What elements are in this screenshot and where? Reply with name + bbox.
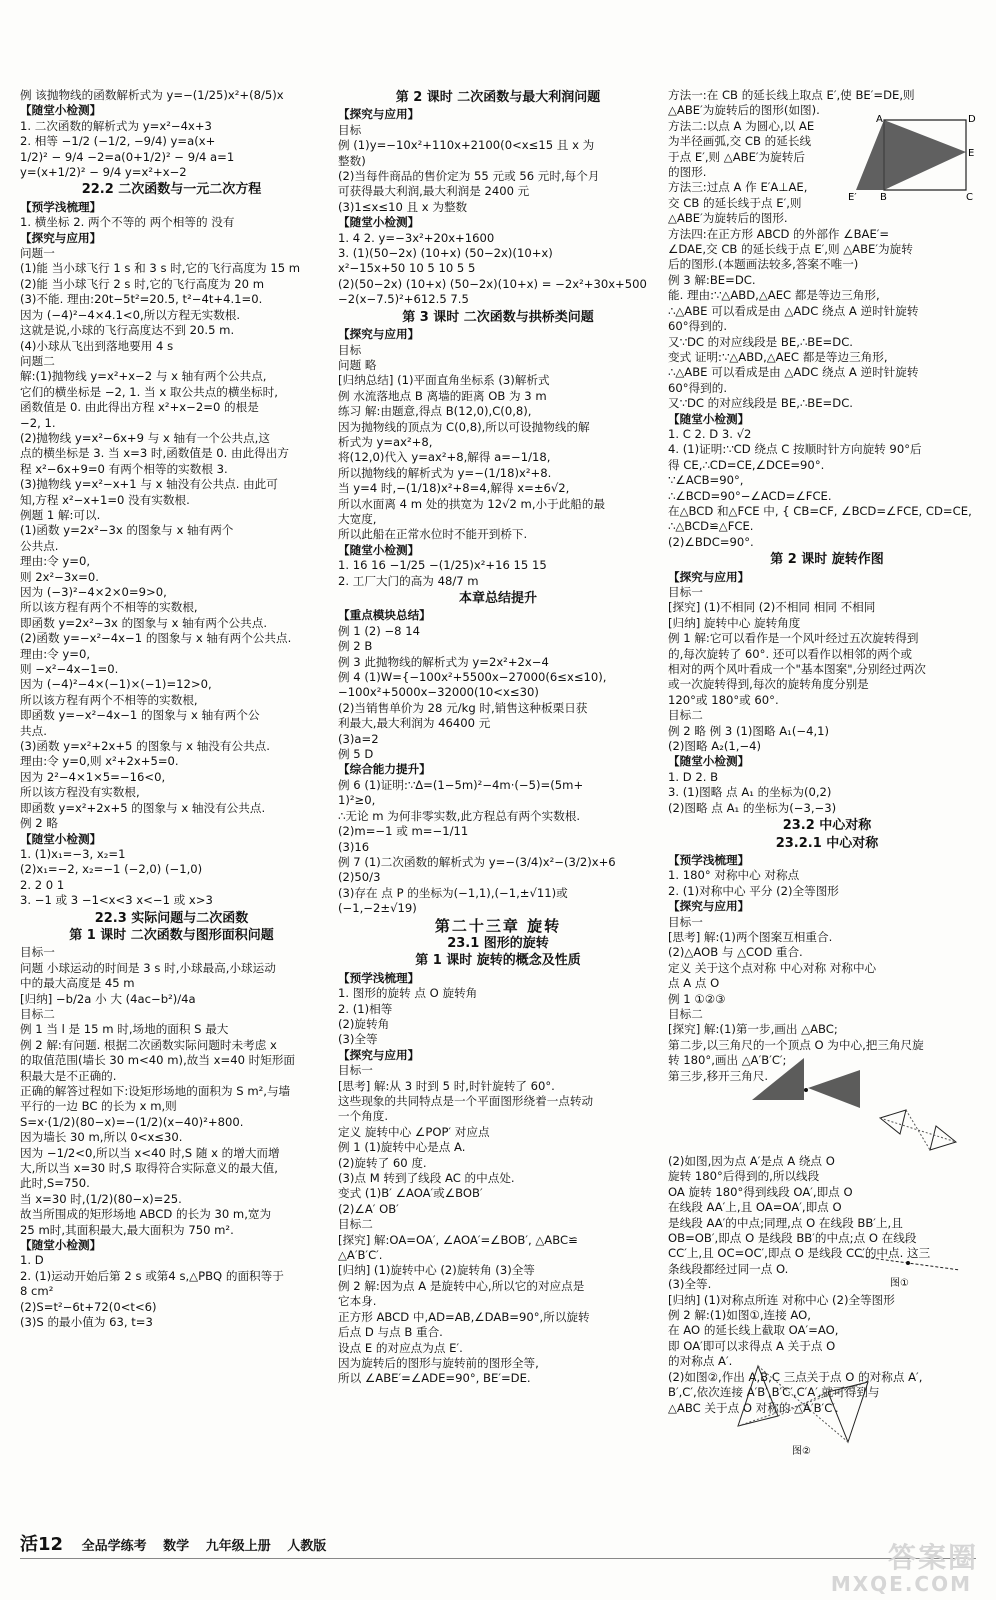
watermark-url: MXQE.COM <box>830 1572 972 1596</box>
text-line: 目标一 <box>668 585 703 599</box>
text-line: 相对的两个风叶看成一个"基本图案",分别经过两次 <box>668 662 926 677</box>
text-line: x²−15x+50 10 5 10 5 5 <box>338 261 476 276</box>
text-line: 理由:令 y=0, <box>20 646 91 661</box>
text-line: [归纳] (1)旋转中心 (2)旋转角 (3)全等 <box>338 1263 535 1278</box>
text-line: 问题二 <box>20 353 55 368</box>
text-line: 例 5 D <box>338 747 374 762</box>
text-line: 所以该方程没有实数根, <box>20 785 140 800</box>
text-line: 目标 <box>338 342 362 357</box>
text-line: (2)能 当小球飞行 2 s 时,它的飞行高度为 20 m <box>20 276 264 291</box>
subsection-label: 【探究与应用】 <box>668 569 750 584</box>
text-line: (2)图略 A₂(1,−4) <box>668 739 762 754</box>
text-line: 大,所以当 x=30 时,S 取得符合实际意义的最大值, <box>20 1161 278 1176</box>
subsection-label: 【探究与应用】 <box>338 1047 420 1062</box>
text-line: 后的图形.(本题画法较多,答案不唯一) <box>668 257 859 272</box>
text-line: 当 y=4 时,−(1/18)x²+8=4,解得 x=±6√2, <box>338 481 570 496</box>
text-line: (3)全等 <box>338 1032 378 1047</box>
text-line: ∴△ABE 可以看成是由 △ADC 绕点 A 逆时针旋转 <box>668 303 919 318</box>
text-line: 方法三:过点 A 作 E′A⊥AE, <box>668 180 808 195</box>
page-footer <box>20 1530 338 1556</box>
text-line: 大宽度, <box>338 511 377 526</box>
text-line: ∵∠ACB=90°, <box>668 473 744 488</box>
text-line: (2)图略 点 A₁ 的坐标为(−3,−3) <box>668 800 837 815</box>
text-line: 的图形. <box>668 165 707 180</box>
central-symmetry-small-figure <box>870 1098 966 1158</box>
text-line: 60°得到的. <box>668 319 728 334</box>
text-line: 析式为 y=ax²+8, <box>338 434 433 449</box>
label-e-prime: E′ <box>848 192 857 203</box>
text-line: △ABE′为旋转后的图形. <box>668 211 788 226</box>
subsection-label: 【随堂小检测】 <box>668 411 750 426</box>
text-line: 这些现象的共同特点是一个平面图形绕着一点转动 <box>338 1094 594 1108</box>
chapter-heading: 第二十三章 旋转 <box>434 916 562 935</box>
section-heading: 第 1 课时 旋转的概念及性质 <box>415 953 581 969</box>
text-line: 目标二 <box>338 1217 373 1232</box>
text-line: 定义 旋转中心 ∠POP′ 对应点 <box>338 1124 490 1139</box>
page-number: 活12 <box>20 1534 64 1555</box>
text-line: 后点 D 与点 B 重合. <box>338 1325 443 1340</box>
text-line: 例 3 解:BE=DC. <box>668 272 756 287</box>
text-line: 又∵DC 的对应线段是 BE,∴BE=DC. <box>668 334 853 349</box>
text-line: (3)全等. <box>668 1277 712 1292</box>
text-line: 整数) <box>338 153 366 168</box>
text-line: [探究] 解:(1)第一步,画出 △ABC; <box>668 1022 838 1037</box>
text-line: (2)如图②,作出 A,B,C 三点关于点 O 的对称点 A′, <box>668 1369 923 1384</box>
text-line: 所以抛物线的解析式为 y=−(1/18)x²+8. <box>338 465 552 480</box>
text-line: ∴△BCD≌△FCE. <box>668 519 754 534</box>
text-line: 3. (1)(50−2x) (10+x) (50−2x)(10+x) <box>338 246 553 261</box>
text-line: 旋转 180°后得到的,所以线段 <box>668 1169 820 1184</box>
text-line: 2. 相等 −1/2 (−1/2, −9/4) y=a(x+ <box>20 134 216 149</box>
column-right <box>668 88 986 1416</box>
text-line: 则 2x²−3x=0. <box>20 569 99 584</box>
text-line: 例 2 略 例 3 (1)图略 A₁(−4,1) <box>668 723 830 738</box>
text-line: 3. (1)图略 点 A₁ 的坐标为(0,2) <box>668 785 832 800</box>
text-line: [探究] 解:OA=OA′, ∠AOA′=∠BOB′, △ABC≌ <box>338 1232 578 1247</box>
text-line: (2)m=−1 或 m=−1/11 <box>338 824 469 839</box>
text-line: [思考] 解:(1)两个图案互相重合. <box>668 929 833 944</box>
text-line: 因为 2²−4×1×5=−16<0, <box>20 769 166 784</box>
text-line: 例 2 B <box>338 639 373 654</box>
subsection-label: 【随堂小检测】 <box>668 754 750 769</box>
section-heading: 23.2 中心对称 <box>782 818 872 834</box>
text-line: ∠DAE,交 CB 的延长线于点 E′,则 △ABE′为旋转 <box>668 242 913 257</box>
subsection-label: 【探究与应用】 <box>338 327 420 342</box>
text-line: 又∵DC 的对应线段是 BE,∴BE=DC. <box>668 396 853 411</box>
text-line: 例 2 解:(1)如图①,连接 AO, <box>668 1308 811 1323</box>
text-line: 1/2)² − 9/4 −2=a(0+1/2)² − 9/4 a=1 <box>20 149 235 164</box>
text-line: 即函数 y=x²+2x+5 的图象与 x 轴没有公共点. <box>20 800 266 815</box>
text-line: 能. 理由:∵△ABD,△AEC 都是等边三角形, <box>668 288 880 303</box>
text-line: (3)a=2 <box>338 731 379 746</box>
text-line: 所以此船在正常水位时不能开到桥下. <box>338 527 528 542</box>
text-line: 1. 180° 对称中心 对称点 <box>668 868 800 883</box>
text-line: (3)16 <box>338 839 370 854</box>
text-line: 1. (1)x₁=−3, x₂=1 <box>20 846 126 861</box>
subsection-label: 【综合能力提升】 <box>338 762 431 777</box>
text-line: 的取值范围(墙长 30 m<40 m),故当 x=40 时矩形面 <box>20 1053 296 1068</box>
text-line: 即 OA′即可以求得点 A 关于点 O <box>668 1338 836 1353</box>
text-line: 程 x²−6x+9=0 有两个相等的实数根 3. <box>20 461 228 476</box>
label-d: D <box>968 114 976 125</box>
text-line: 1. 图形的旋转 点 O 旋转角 <box>338 986 478 1001</box>
text-line: (2)x₁=−2, x₂=−1 (−2,0) (−1,0) <box>20 862 203 877</box>
text-line: 目标二 <box>668 1006 703 1021</box>
text-line: 例 7 (1)二次函数的解析式为 y=−(3/4)x²−(3/2)x+6 <box>338 854 616 869</box>
edition: 人教版 <box>287 1539 327 1554</box>
subsection-label: 【随堂小检测】 <box>338 215 420 230</box>
text-line: 理由:令 y=0, <box>20 554 91 569</box>
section-heading: 第 2 课时 旋转作图 <box>770 552 884 568</box>
subsection-label: 【随堂小检测】 <box>20 1238 102 1253</box>
section-heading: 23.1 图形的旋转 <box>447 935 549 951</box>
text-line: 25 m时,其面积最大,最大面积为 750 m². <box>20 1222 234 1237</box>
text-line: (3)1≤x≤10 且 x 为整数 <box>338 199 468 214</box>
text-line: 因为 (−3)²−4×2×0=9>0, <box>20 585 167 599</box>
text-line: 练习 解:由题意,得点 B(12,0),C(0,8), <box>338 404 532 419</box>
section-heading: 本章总结提升 <box>458 591 537 606</box>
text-line: ∴无论 m 为何非零实数,此方程总有两个实数根. <box>338 808 581 823</box>
text-line: (2)函数 y=−x²−4x−1 的图象与 x 轴有两个公共点. <box>20 631 292 646</box>
text-line: 1. D 2. B <box>668 769 719 784</box>
text-line: 正方形 ABCD 中,AD=AB,∠DAB=90°,所以旋转 <box>338 1309 590 1324</box>
text-line: 平行的一边 BC 的长为 x m,则 <box>20 1099 177 1114</box>
text-line: 变式 (1)B′ ∠AOA′或∠BOB′ <box>338 1186 483 1201</box>
text-line: (3)不能. 理由:20t−5t²=20.5, t²−4t+4.1=0. <box>20 292 263 307</box>
subject: 数学 <box>163 1539 190 1554</box>
text-line: 例 6 (1)证明:∵Δ=(1−5m)²−4m·(−5)=(5m+ <box>338 777 584 792</box>
figure-2 <box>728 1356 878 1456</box>
text-line: 第二步,以三角尺的一个顶点 O 为中心,把三角尺旋 <box>668 1037 924 1052</box>
text-line: y=(x+1/2)² − 9/4 y=x²+x−2 <box>20 165 187 180</box>
column-middle <box>338 88 658 1387</box>
label-a: A <box>876 114 883 125</box>
text-line: 知,方程 x²−x+1=0 没有实数根. <box>20 492 190 507</box>
text-line: 2. 2 0 1 <box>20 877 65 892</box>
text-line: 1. 二次函数的解析式为 y=x²−4x+3 <box>20 118 212 133</box>
text-line: 变式 证明:∵△ABD,△AEC 都是等边三角形, <box>668 349 888 364</box>
section-heading: 23.2.1 中心对称 <box>775 835 879 851</box>
text-line: 一个角度. <box>338 1109 389 1124</box>
text-line: [思考] 解:从 3 时到 5 时,时针旋转了 60°. <box>338 1078 555 1093</box>
text-line: 故当所围成的矩形场地 ABCD 的长为 30 m,宽为 <box>20 1207 272 1222</box>
text-line: 点 A 点 O <box>668 976 720 991</box>
text-line: 即函数 y=2x²−3x 的图象与 x 轴有两个公共点. <box>20 615 268 630</box>
text-line: 方法一:在 CB 的延长线上取点 E′,使 BE′=DE,则 <box>668 88 915 102</box>
text-line: 第三步,移开三角尺. <box>668 1068 769 1083</box>
text-line: 因为 (−4)²−4×4.1<0,所以方程无实数根. <box>20 307 241 322</box>
text-line: 所以水面离 4 m 处的拱宽为 12√2 m,小于此船的最 <box>338 496 606 511</box>
subsection-label: 【探究与应用】 <box>668 899 750 914</box>
text-line: 条线段都经过同一点 O. <box>668 1261 789 1276</box>
text-line: 它本身. <box>338 1294 377 1309</box>
text-line: (2)抛物线 y=x²−6x+9 与 x 轴有一个公共点,这 <box>20 430 270 445</box>
text-line: 解:(1)抛物线 y=x²+x−2 与 x 轴有两个公共点, <box>20 369 267 384</box>
text-line: 公共点. <box>20 538 59 553</box>
text-line: 例 2 解:有问题. 根据二次函数实际问题时未考虑 x <box>20 1037 277 1052</box>
text-line: S=x·(1/2)(80−x)=−(1/2)(x−40)²+800. <box>20 1114 244 1129</box>
text-line: 因为 −1/2<0,所以当 x<40 时,S 随 x 的增大而增 <box>20 1145 280 1160</box>
subsection-label: 【随堂小检测】 <box>338 542 420 557</box>
text-line: (3)S 的最小值为 63, t=3 <box>20 1315 153 1330</box>
text-line: 目标一 <box>20 945 55 960</box>
text-line: 理由:令 y=0,则 x²+2x+5=0. <box>20 754 179 769</box>
text-line: 在线段 AA′上,且 OA=OA′,即点 O <box>668 1200 842 1215</box>
text-line: 函数值是 0. 由此得出方程 x²+x−2=0 的根是 <box>20 400 259 415</box>
text-line: 当 x=30 时,(1/2)(80−x)=25. <box>20 1191 182 1206</box>
section-heading: 22.3 实际问题与二次函数 <box>94 910 249 926</box>
text-line: (1)函数 y=2x²−3x 的图象与 x 轴有两个 <box>20 523 234 538</box>
section-heading: 第 3 课时 二次函数与拱桥类问题 <box>402 309 594 325</box>
text-line: 点的横坐标是 3. 当 x=3 时,函数值是 0. 由此得出方 <box>20 446 289 461</box>
text-line: (1)能 当小球飞行 1 s 和 3 s 时,它的飞行高度为 15 m <box>20 261 301 276</box>
text-line: 例 1 (2) −8 14 <box>338 623 420 638</box>
text-line: 因为墙长 30 m,所以 0<x≤30. <box>20 1130 183 1145</box>
subsection-label: 【随堂小检测】 <box>20 103 102 118</box>
text-line: 定义 关于这个点对称 中心对称 对称中心 <box>668 960 877 975</box>
text-line: 4. (1)证明:∵CD 绕点 C 按顺时针方向旋转 90°后 <box>668 442 922 457</box>
text-line: [探究] (1)不相同 (2)不相同 相同 不相同 <box>668 600 876 615</box>
text-line: (3)存在 点 P 的坐标为(−1,1),(−1,±√11)或 <box>338 885 568 900</box>
text-line: 1. D <box>20 1253 44 1268</box>
text-line: 可获得最大利润,最大利润是 2400 元 <box>338 184 530 199</box>
text-line: 目标二 <box>20 1006 55 1021</box>
text-line: −100x²+5000x−32000(10<x≤30) <box>338 685 539 700</box>
text-line: 所以该方程有两个不相等的实数根, <box>20 692 198 707</box>
text-line: 即函数 y=−x²−4x−1 的图象与 x 轴有两个公 <box>20 708 260 723</box>
text-line: 中的最大高度是 45 m <box>20 976 135 991</box>
section-heading: 22.2 二次函数与一元二次方程 <box>81 182 262 198</box>
text-line: △A′B′C′. <box>338 1248 383 1263</box>
text-line: 正确的解答过程如下:设矩形场地的面积为 S m²,与墙 <box>20 1084 291 1098</box>
column-left <box>20 88 323 1331</box>
text-line: 目标一 <box>338 1063 373 1078</box>
text-line: △ABE′为旋转后的图形(如图). <box>668 103 820 118</box>
text-line: 因为抛物线的顶点为 C(0,8),所以可设抛物线的解 <box>338 419 590 434</box>
text-line: 1)²≥0, <box>338 793 376 808</box>
text-line: (4)小球从飞出到落地要用 4 s <box>20 338 174 353</box>
text-line: (2)50/3 <box>338 870 381 885</box>
text-line: 目标 <box>338 122 362 137</box>
label-c: C <box>966 192 973 203</box>
text-line: 3. −1 或 3 −1<x<3 x<−1 或 x>3 <box>20 893 213 908</box>
text-line: (−1,−2±√19) <box>338 901 417 916</box>
text-line: 1. 横坐标 2. 两个不等的 两个相等的 没有 <box>20 215 235 230</box>
text-line: 例 1 解:它可以看作是一个风叶经过五次旋转得到 <box>668 631 919 646</box>
subsection-label: 【随堂小检测】 <box>20 831 102 846</box>
text-line: [归纳] (1)对称点所连 对称中心 (2)全等图形 <box>668 1292 895 1307</box>
text-line: 利最大,最大利润为 46400 元 <box>338 716 491 731</box>
text-line: 问题 小球运动的时间是 3 s 时,小球最高,小球运动 <box>20 960 276 975</box>
text-line: 60°得到的. <box>668 380 728 395</box>
text-line: (2)旋转角 <box>338 1016 390 1031</box>
footer-rule <box>20 1558 976 1559</box>
text-line: 于点 E′,则 △ABE′为旋转后 <box>668 149 805 164</box>
text-line: 的,每次旋转了 60°. 还可以看作以相邻的两个或 <box>668 646 912 661</box>
text-line: (2)(50−2x) (10+x) (50−2x)(10+x) = −2x²+30x+500 <box>338 276 647 291</box>
text-line: −2, 1. <box>20 415 56 430</box>
text-line: 目标二 <box>668 708 703 723</box>
text-line: 例 1 当 l 是 15 m 时,场地的面积 S 最大 <box>20 1022 229 1037</box>
text-line: 交 CB 的延长线于点 E′,则 <box>668 195 802 210</box>
text-line: 共点. <box>20 723 47 738</box>
text-line: (2)△AOB 与 △COD 重合. <box>668 945 803 960</box>
text-line: (3)抛物线 y=x²−x+1 与 x 轴没有公共点. 由此可 <box>20 477 278 492</box>
text-line: 积最大是不正确的. <box>20 1068 117 1083</box>
text-line: B′,C′,依次连接 A′B′,B′C′,C′A′,就可得到与 <box>668 1385 880 1400</box>
text-line: 设点 E 的对应点为点 E′. <box>338 1340 463 1355</box>
text-line: 例 1 (1)旋转中心是点 A. <box>338 1140 466 1155</box>
text-line: [归纳总结] (1)平面直角坐标系 (3)解析式 <box>338 373 550 388</box>
text-line: [归纳] −b/2a 小 大 (4ac−b²)/4a <box>20 991 196 1006</box>
text-line: 的对称点 A′. <box>668 1354 733 1369</box>
text-line: OB=OB′,即点 O 是线段 BB′的中点;点 O 在线段 <box>668 1231 917 1246</box>
text-line: 例 该抛物线的函数解析式为 y=−(1/25)x²+(8/5)x <box>20 88 284 102</box>
text-line: 它们的横坐标是 −2, 1. 当 x 取公共点的横坐标时, <box>20 384 278 399</box>
label-e: E <box>968 148 975 159</box>
text-line: 2. (1)对称中心 平分 (2)全等图形 <box>668 883 839 898</box>
text-line: 8 cm² <box>20 1284 54 1299</box>
text-line: 2. 工厂大门的高为 48/7 m <box>338 573 479 588</box>
text-line: 例题 1 解:可以. <box>20 507 101 522</box>
text-line: (3)函数 y=x²+2x+5 的图象与 x 轴没有公共点. <box>20 739 270 754</box>
text-line: 例 3 此抛物线的解析式为 y=2x²+2x−4 <box>338 654 549 669</box>
text-line: 例 2 略 <box>20 816 58 831</box>
grade: 九年级上册 <box>205 1539 271 1554</box>
text-line: 因为 (−4)²−4×(−1)×(−1)=12>0, <box>20 677 212 692</box>
square-rotation-figure <box>848 112 974 202</box>
text-line: △ABC 关于点 O 对称的 △A′B′C′. <box>668 1400 839 1415</box>
text-line: (2)旋转了 60 度. <box>338 1155 427 1170</box>
text-line: CC′上,且 OC=OC′,即点 O 是线段 CC′的中点. 这三 <box>668 1246 931 1261</box>
text-line: 2. (1)相等 <box>338 1001 393 1016</box>
text-line: (2)∠A′ OB′ <box>338 1201 399 1216</box>
text-line: [归纳] 旋转中心 旋转角度 <box>668 615 801 630</box>
text-line: 例 1 ①②③ <box>668 991 726 1006</box>
text-line: 是线段 AA′的中点;同理,点 O 在线段 BB′上,且 <box>668 1215 903 1230</box>
text-line: (2)如图,因为点 A′是点 A 绕点 O <box>668 1154 835 1168</box>
text-line: 1. 16 16 −1/25 −(1/25)x²+16 15 15 <box>338 558 547 573</box>
text-line: (2)当每件商品的售价定为 55 元或 56 元时,每个月 <box>338 169 600 184</box>
text-line: 在 AO 的延长线上截取 OA′=AO, <box>668 1323 839 1338</box>
subsection-label: 【探究与应用】 <box>20 230 102 245</box>
figure-2-label: 图② <box>792 1446 811 1457</box>
text-line: 因为旋转后的图形与旋转前的图形全等, <box>338 1355 539 1370</box>
section-heading: 第 1 课时 二次函数与图形面积问题 <box>69 927 274 943</box>
text-line: 问题一 <box>20 246 55 261</box>
text-line: (2)S=t²−6t+72(0<t<6) <box>20 1299 157 1314</box>
text-line: 例 4 (1)W={−100x²+5500x−27000(6≤x≤10), <box>338 670 607 685</box>
text-line: 1. 4 2. y=−3x²+20x+1600 <box>338 230 495 245</box>
text-line: 此时,S=750. <box>20 1176 90 1191</box>
text-line: 为半径画弧,交 CB 的延长线 <box>668 134 812 149</box>
text-line: (2)当销售单价为 28 元/kg 时,销售这种板栗日获 <box>338 700 588 715</box>
text-line: 例 2 解:因为点 A 是旋转中心,所以它的对应点是 <box>338 1278 585 1293</box>
text-line: 则 −x²−4x−1=0. <box>20 662 119 677</box>
text-line: (2)∠BDC=90°. <box>668 534 754 549</box>
text-line: 问题 略 <box>338 357 377 372</box>
text-line: 或一次旋转得到,每次的旋转角度分别是 <box>668 677 869 692</box>
watermark-logo: 答案圈 <box>887 1541 978 1574</box>
text-line: 在△BCD 和△FCE 中, { CB=CF, ∠BCD=∠FCE, CD=CE, <box>668 503 972 518</box>
text-line: 例 (1)y=−10x²+110x+2100(0<x≤15 且 x 为 <box>338 138 595 153</box>
text-line: (3)点 M 转到了线段 AC 的中点处. <box>338 1171 515 1186</box>
subsection-label: 【探究与应用】 <box>338 107 420 122</box>
subsection-label: 【重点模块总结】 <box>338 608 431 623</box>
text-line: 例 水流落地点 B 离墙的距离 OB 为 3 m <box>338 388 547 403</box>
subsection-label: 【预学浅梳理】 <box>20 199 102 214</box>
text-line: 120°或 180°或 60°. <box>668 692 779 707</box>
text-line: 这就是说,小球的飞行高度达不到 20.5 m. <box>20 323 235 338</box>
text-line: 方法二:以点 A 为圆心,以 AE <box>668 118 815 133</box>
triangle-ruler-figure <box>748 1050 868 1112</box>
text-line: 所以该方程有两个不相等的实数根, <box>20 600 198 615</box>
text-line: OA 旋转 180°得到线段 OA′,即点 O <box>668 1184 853 1199</box>
subsection-label: 【预学浅梳理】 <box>338 970 420 985</box>
text-line: 1. C 2. D 3. √2 <box>668 426 752 441</box>
text-line: 方法四:在正方形 ABCD 的外部作 ∠BAE′= <box>668 226 890 241</box>
text-line: 目标一 <box>668 914 703 929</box>
text-line: −2(x−7.5)²+612.5 7.5 <box>338 292 469 307</box>
section-heading: 第 2 课时 二次函数与最大利润问题 <box>395 90 601 105</box>
book-title: 全品学练考 <box>81 1539 147 1554</box>
text-line: 所以 ∠ABE′=∠ADE=90°, BE′=DE. <box>338 1371 531 1386</box>
text-line: 得 CE,∴CD=CE,∠DCE=90°. <box>668 457 825 472</box>
label-b: B <box>880 192 887 203</box>
text-line: ∴∠BCD=90°−∠ACD=∠FCE. <box>668 488 832 503</box>
figure-1 <box>850 1250 970 1290</box>
subsection-label: 【预学浅梳理】 <box>668 852 750 867</box>
text-line: 2. (1)运动开始后第 2 s 或第4 s,△PBQ 的面积等于 <box>20 1268 284 1283</box>
text-line: ∴△ABE 可以看成是由 △ADC 绕点 A 逆时针旋转 <box>668 365 919 380</box>
text-line: 将(12,0)代入 y=ax²+8,解得 a=−1/18, <box>338 450 551 465</box>
figure-1-label: 图① <box>890 1278 909 1289</box>
text-line: 转 180°,画出 △A′B′C′; <box>668 1053 787 1068</box>
